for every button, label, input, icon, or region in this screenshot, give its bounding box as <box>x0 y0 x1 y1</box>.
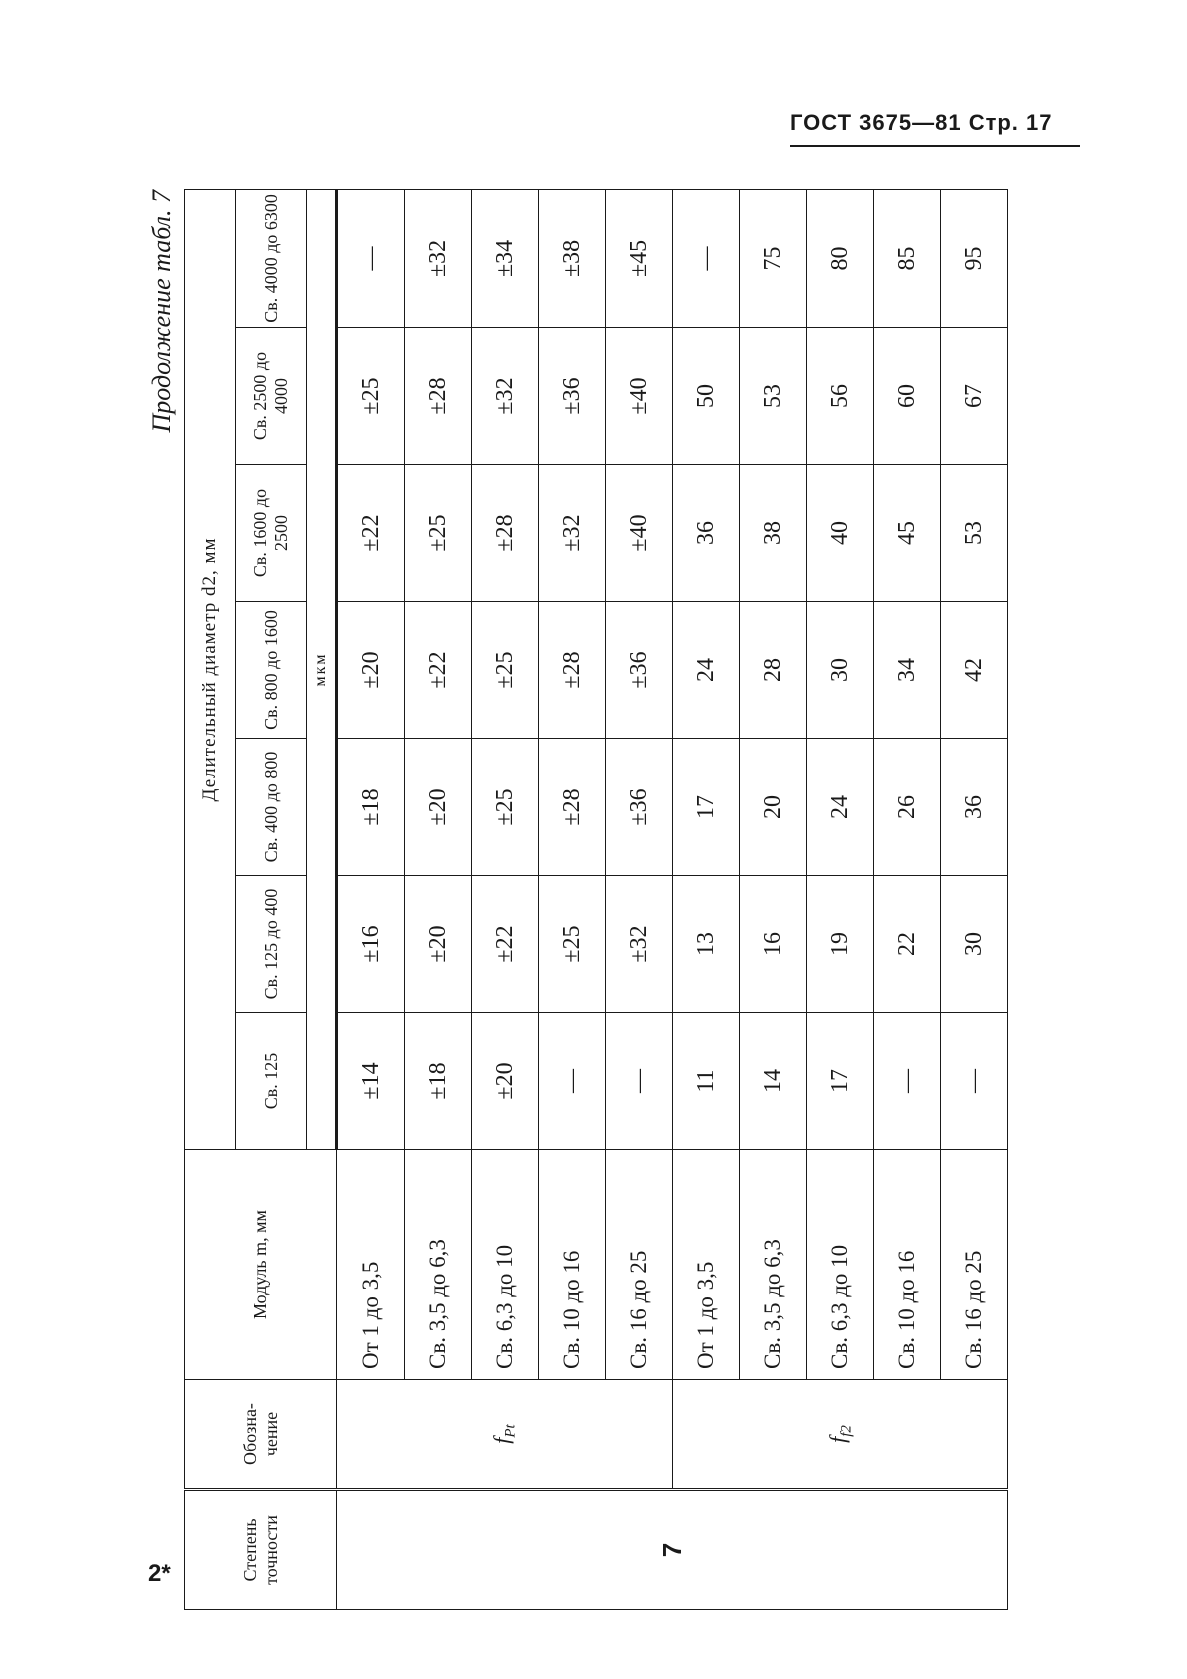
value-cell: 26 <box>874 739 941 876</box>
value-cell: ±25 <box>405 465 472 602</box>
value-cell: 75 <box>740 189 807 327</box>
value-cell: — <box>673 189 740 327</box>
header-designation: Обозна-чение <box>185 1380 337 1490</box>
value-cell: 11 <box>673 1013 740 1150</box>
value-cell: 85 <box>874 189 941 327</box>
value-cell: 13 <box>673 876 740 1013</box>
value-cell: ±36 <box>606 602 673 739</box>
units-row: мкм <box>307 189 337 1149</box>
value-cell: ±16 <box>337 876 405 1013</box>
value-cell: ±28 <box>405 328 472 465</box>
value-cell: 24 <box>807 739 874 876</box>
value-cell: 16 <box>740 876 807 1013</box>
table-caption: Продолжение табл. 7 <box>147 190 176 433</box>
value-cell: ±18 <box>405 1013 472 1150</box>
table-row <box>337 189 405 1609</box>
value-cell: ±28 <box>539 602 606 739</box>
value-cell: ±36 <box>539 328 606 465</box>
value-cell: 17 <box>807 1013 874 1150</box>
designation-ff2: $f_{f2}$ <box>673 1380 1008 1490</box>
value-cell: 60 <box>874 328 941 465</box>
value-cell: 80 <box>807 189 874 327</box>
value-cell: 28 <box>740 602 807 739</box>
designation-fpt: $f_{Pt}$ <box>337 1380 673 1490</box>
module-cell: Св. 3,5 до 6,3 <box>740 1150 807 1380</box>
value-cell: ±40 <box>606 465 673 602</box>
header-module: Модуль m, мм <box>185 1150 337 1380</box>
value-cell: 19 <box>807 876 874 1013</box>
value-cell: ±32 <box>606 876 673 1013</box>
module-cell: Св. 3,5 до 6,3 <box>405 1150 472 1380</box>
value-cell: 40 <box>807 465 874 602</box>
table-row <box>673 189 740 1609</box>
value-cell: 45 <box>874 465 941 602</box>
value-cell: 42 <box>941 602 1008 739</box>
header-col-3: Св. 400 до 800 <box>236 739 307 876</box>
rotated-table-block <box>140 190 1070 1610</box>
value-cell: — <box>874 1013 941 1150</box>
value-cell: 22 <box>874 876 941 1013</box>
value-cell: — <box>606 1013 673 1150</box>
value-cell: 17 <box>673 739 740 876</box>
header-col-4: Св. 800 до 1600 <box>236 602 307 739</box>
value-cell: ±22 <box>472 876 539 1013</box>
value-cell: 53 <box>740 328 807 465</box>
value-cell: ±25 <box>472 602 539 739</box>
header-col-5: Св. 1600 до 2500 <box>236 465 307 602</box>
value-cell: ±20 <box>405 739 472 876</box>
value-cell: 95 <box>941 189 1008 327</box>
value-cell: 36 <box>941 739 1008 876</box>
value-cell: — <box>941 1013 1008 1150</box>
value-cell: ±18 <box>337 739 405 876</box>
value-cell: ±25 <box>337 328 405 465</box>
module-cell: Св. 6,3 до 10 <box>807 1150 874 1380</box>
value-cell: ±28 <box>539 739 606 876</box>
value-cell: 56 <box>807 328 874 465</box>
header-diameter-group: Делительный диаметр d2, мм <box>185 189 236 1149</box>
module-cell: Св. 10 до 16 <box>539 1150 606 1380</box>
header-rule <box>790 145 1080 147</box>
value-cell: 38 <box>740 465 807 602</box>
value-cell: ±20 <box>405 876 472 1013</box>
tolerance-table-7 <box>184 189 1008 1610</box>
value-cell: ±22 <box>405 602 472 739</box>
value-cell: ±36 <box>606 739 673 876</box>
value-cell: 20 <box>740 739 807 876</box>
value-cell: ±22 <box>337 465 405 602</box>
module-cell: От 1 до 3,5 <box>337 1150 405 1380</box>
value-cell: ±14 <box>337 1013 405 1150</box>
module-cell: Св. 6,3 до 10 <box>472 1150 539 1380</box>
value-cell: ±34 <box>472 189 539 327</box>
value-cell: ±45 <box>606 189 673 327</box>
value-cell: 50 <box>673 328 740 465</box>
module-cell: Св. 16 до 25 <box>941 1150 1008 1380</box>
value-cell: ±25 <box>539 876 606 1013</box>
value-cell: 30 <box>941 876 1008 1013</box>
value-cell: ±20 <box>472 1013 539 1150</box>
module-cell: От 1 до 3,5 <box>673 1150 740 1380</box>
value-cell: 24 <box>673 602 740 739</box>
header-col-2: Св. 125 до 400 <box>236 876 307 1013</box>
header-col-7: Св. 4000 до 6300 <box>236 189 307 327</box>
value-cell: 53 <box>941 465 1008 602</box>
value-cell: 14 <box>740 1013 807 1150</box>
value-cell: 34 <box>874 602 941 739</box>
header-grade: Степень точности <box>185 1490 337 1610</box>
page-header: ГОСТ 3675—81 Стр. 17 <box>790 110 1053 135</box>
value-cell: ±32 <box>539 465 606 602</box>
value-cell: ±40 <box>606 328 673 465</box>
value-cell: 36 <box>673 465 740 602</box>
value-cell: — <box>337 189 405 327</box>
header-col-1: Св. 125 <box>236 1013 307 1150</box>
value-cell: ±32 <box>405 189 472 327</box>
value-cell: 67 <box>941 328 1008 465</box>
module-cell: Св. 16 до 25 <box>606 1150 673 1380</box>
grade-cell: 7 <box>337 1490 1008 1610</box>
module-cell: Св. 10 до 16 <box>874 1150 941 1380</box>
header-col-6: Св. 2500 до 4000 <box>236 328 307 465</box>
value-cell: ±25 <box>472 739 539 876</box>
value-cell: ±32 <box>472 328 539 465</box>
footer-mark: 2* <box>148 1560 171 1587</box>
value-cell: 30 <box>807 602 874 739</box>
value-cell: ±20 <box>337 602 405 739</box>
value-cell: ±38 <box>539 189 606 327</box>
value-cell: ±28 <box>472 465 539 602</box>
value-cell: — <box>539 1013 606 1150</box>
